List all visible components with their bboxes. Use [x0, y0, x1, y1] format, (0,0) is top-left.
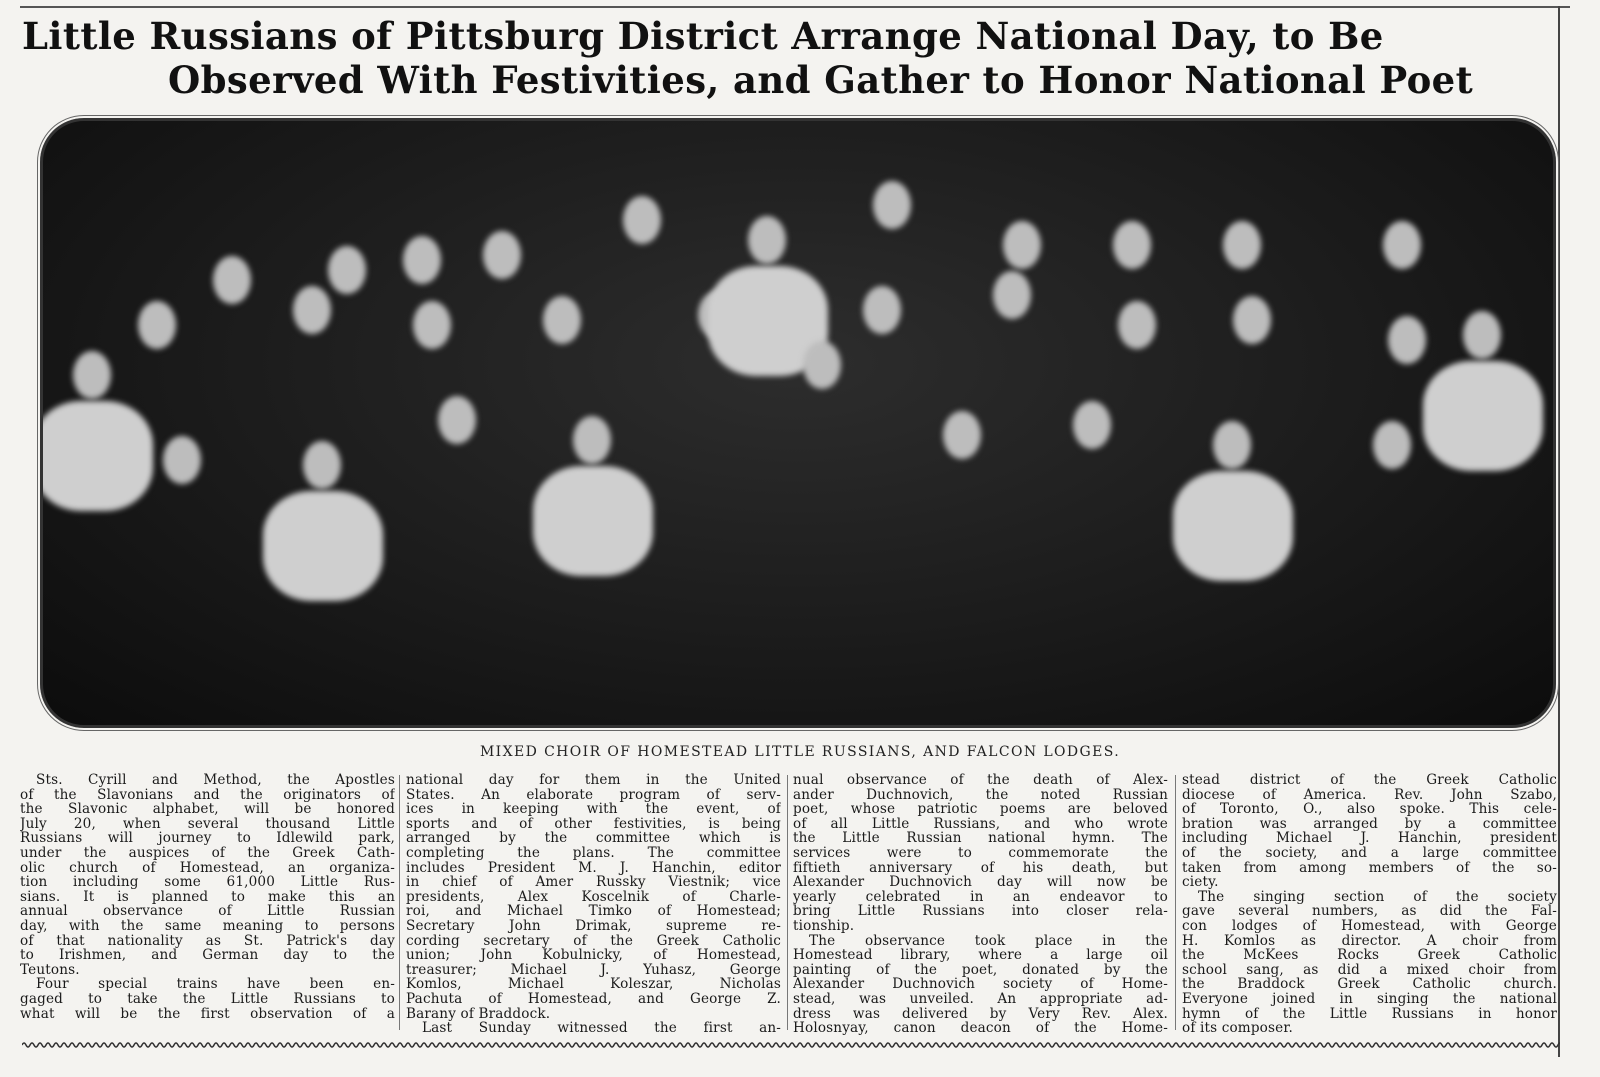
article-line: Teutons.	[20, 962, 80, 978]
article-line: arranged by the committee which is	[406, 831, 781, 846]
article-line: annual observance of Little Russian	[20, 904, 395, 919]
person-face	[1118, 301, 1156, 349]
person-face	[543, 296, 581, 344]
article-line: fiftieth anniversary of his death, but	[793, 860, 1168, 876]
person-face	[1113, 221, 1151, 269]
person-face	[483, 231, 521, 279]
article-line: Pachuta of Homestead, and George Z.	[406, 991, 781, 1007]
person-face	[73, 351, 111, 399]
person-face	[748, 216, 786, 264]
person-face	[573, 416, 611, 464]
person-shirt	[1423, 361, 1543, 471]
article-line: ices in keeping with the event, of	[406, 802, 781, 817]
article-line: The singing section of the society	[1198, 889, 1557, 905]
person-face	[1388, 316, 1426, 364]
article-line: Holosnyay, canon deacon of the Home-	[793, 1021, 1168, 1036]
column-divider	[399, 775, 400, 1030]
article-line: roi, and Michael Timko of Homestead;	[406, 904, 781, 919]
article-line: July 20, when several thousand Little	[20, 816, 395, 832]
article-line: including Michael J. Hanchin, president	[1182, 831, 1557, 846]
article-line: Sts. Cyrill and Method, the Apostles	[36, 773, 395, 788]
article-line: day, with the same meaning to persons	[20, 918, 395, 934]
person-face	[138, 301, 176, 349]
article-line: Secretary John Drimak, supreme re-	[406, 918, 781, 934]
person-face	[1463, 311, 1501, 359]
article-line: school sang, as did a mixed choir from	[1182, 962, 1557, 978]
article-line: Komlos, Michael Koleszar, Nicholas	[406, 977, 781, 992]
article-line: the McKees Rocks Greek Catholic	[1182, 948, 1557, 963]
article-line: ander Duchnovich, the noted Russian	[793, 787, 1168, 803]
person-face	[1003, 221, 1041, 269]
headline	[22, 14, 1473, 102]
article-line: stead district of the Greek Catholic	[1182, 773, 1557, 788]
person-face	[623, 196, 661, 244]
article-line: H. Komlos as director. A choir from	[1182, 933, 1557, 949]
article-line: gave several numbers, as did the Fal-	[1182, 904, 1557, 919]
photo-caption: MIXED CHOIR OF HOMESTEAD LITTLE RUSSIANS, AND FALCON LODGES.	[479, 744, 1121, 760]
article-line: con lodges of Homestead, with George	[1182, 918, 1557, 934]
article-line: States. An elaborate program of serv-	[406, 787, 781, 803]
person-face	[993, 271, 1031, 319]
article-line: union; John Kobulnicky, of Homestead,	[406, 948, 781, 963]
article-line: Barany of Braddock.	[406, 1006, 551, 1022]
article-line: Everyone joined in singing the national	[1182, 991, 1557, 1007]
article-line: services were to commemorate the	[793, 845, 1168, 861]
person-face	[1213, 421, 1251, 469]
person-face	[1383, 221, 1421, 269]
top-rule	[20, 6, 1570, 8]
person-face	[163, 436, 201, 484]
article-line: Homestead library, where a large oil	[793, 948, 1168, 963]
article-line: nual observance of the death of Alex-	[793, 773, 1168, 788]
article-line: what will be the first observation of a	[20, 1006, 395, 1022]
article-line: The observance took place in the	[809, 933, 1168, 949]
group-photograph	[40, 118, 1556, 728]
person-shirt	[40, 401, 153, 511]
article-line: presidents, Alex Koscelnik of Charle-	[406, 889, 781, 905]
article-column-1	[20, 773, 395, 1021]
article-line: Last Sunday witnessed the first an-	[422, 1021, 781, 1036]
article-line: bration was arranged by a committee	[1182, 816, 1557, 832]
article-line: Alexander Duchnovich society of Home-	[793, 977, 1168, 992]
person-face	[943, 411, 981, 459]
article-line: bring Little Russians into closer rela-	[793, 904, 1168, 919]
article-line: yearly celebrated in an endeavor to	[793, 889, 1168, 905]
bottom-wavy-rule	[22, 1040, 1560, 1050]
headline-line-1: Little Russians of Pittsburg District Arrange National Day, to Be	[22, 14, 1384, 58]
person-face	[1223, 221, 1261, 269]
person-face	[1233, 296, 1271, 344]
article-line: completing the plans. The committee	[406, 845, 781, 861]
column-divider	[787, 775, 788, 1030]
person-face	[863, 286, 901, 334]
article-line: dress was delivered by Very Rev. Alex.	[793, 1006, 1168, 1022]
article-line: of that nationality as St. Patrick's day	[20, 933, 395, 949]
article-line: of the Slavonians and the originators of	[20, 787, 395, 803]
person-face	[403, 236, 441, 284]
article-line: tion including some 61,000 Little Rus-	[20, 875, 395, 890]
article-line: of all Little Russians, and who wrote	[793, 816, 1168, 832]
right-rule	[1558, 6, 1560, 1057]
article-column-2	[406, 773, 781, 1036]
article-line: to Irishmen, and German day to the	[20, 948, 395, 963]
article-line: in chief of Amer Russky Viestnik; vice	[406, 875, 781, 890]
column-divider	[1175, 775, 1176, 1030]
person-face	[293, 286, 331, 334]
person-shirt	[1173, 471, 1293, 581]
person-shirt	[263, 491, 383, 601]
article-line: includes President M. J. Hanchin, editor	[406, 860, 781, 876]
article-line: the Braddock Greek Catholic church.	[1182, 977, 1557, 992]
person-face	[803, 341, 841, 389]
article-line: diocese of America. Rev. John Szabo,	[1182, 787, 1557, 803]
person-face	[1073, 401, 1111, 449]
article-line: Russians will journey to Idlewild park,	[20, 831, 395, 846]
person-face	[303, 441, 341, 489]
article-line: sports and of other festivities, is being	[406, 816, 781, 832]
article-line: painting of the poet, donated by the	[793, 962, 1168, 978]
article-line: gaged to take the Little Russians to	[20, 991, 395, 1007]
person-face	[328, 246, 366, 294]
article-line: poet, whose patriotic poems are beloved	[793, 802, 1168, 817]
article-line: the Little Russian national hymn. The	[793, 831, 1168, 846]
article-line: hymn of the Little Russians in honor	[1182, 1006, 1557, 1022]
article-line: Alexander Duchnovich day will now be	[793, 875, 1168, 890]
headline-line-2: Observed With Festivities, and Gather to Honor National Poet	[168, 58, 1474, 102]
article-line: of its composer.	[1182, 1021, 1293, 1036]
person-face	[1373, 421, 1411, 469]
person-face	[873, 181, 911, 229]
article-line: of Toronto, O., also spoke. This cele-	[1182, 802, 1557, 817]
article-line: under the auspices of the Greek Cath-	[20, 845, 395, 861]
article-line: the Slavonic alphabet, will be honored	[20, 802, 395, 817]
article-line: national day for them in the United	[406, 773, 781, 788]
article-line: olic church of Homestead, an organiza-	[20, 860, 395, 876]
article-line: treasurer; Michael J. Yuhasz, George	[406, 962, 781, 978]
article-column-3	[793, 773, 1168, 1036]
article-line: of the society, and a large committee	[1182, 845, 1557, 861]
person-shirt	[533, 466, 653, 576]
article-line: ciety.	[1182, 875, 1219, 890]
person-face	[413, 301, 451, 349]
article-line: stead, was unveiled. An appropriate ad-	[793, 991, 1168, 1007]
person-face	[438, 396, 476, 444]
article-column-4	[1182, 773, 1557, 1036]
article-line: tionship.	[793, 918, 855, 934]
article-line: cording secretary of the Greek Catholic	[406, 933, 781, 949]
article-line: taken from among members of the so-	[1182, 860, 1557, 876]
article-line: Four special trains have been en-	[36, 977, 395, 992]
article-line: sians. It is planned to make this an	[20, 889, 395, 905]
person-face	[213, 256, 251, 304]
